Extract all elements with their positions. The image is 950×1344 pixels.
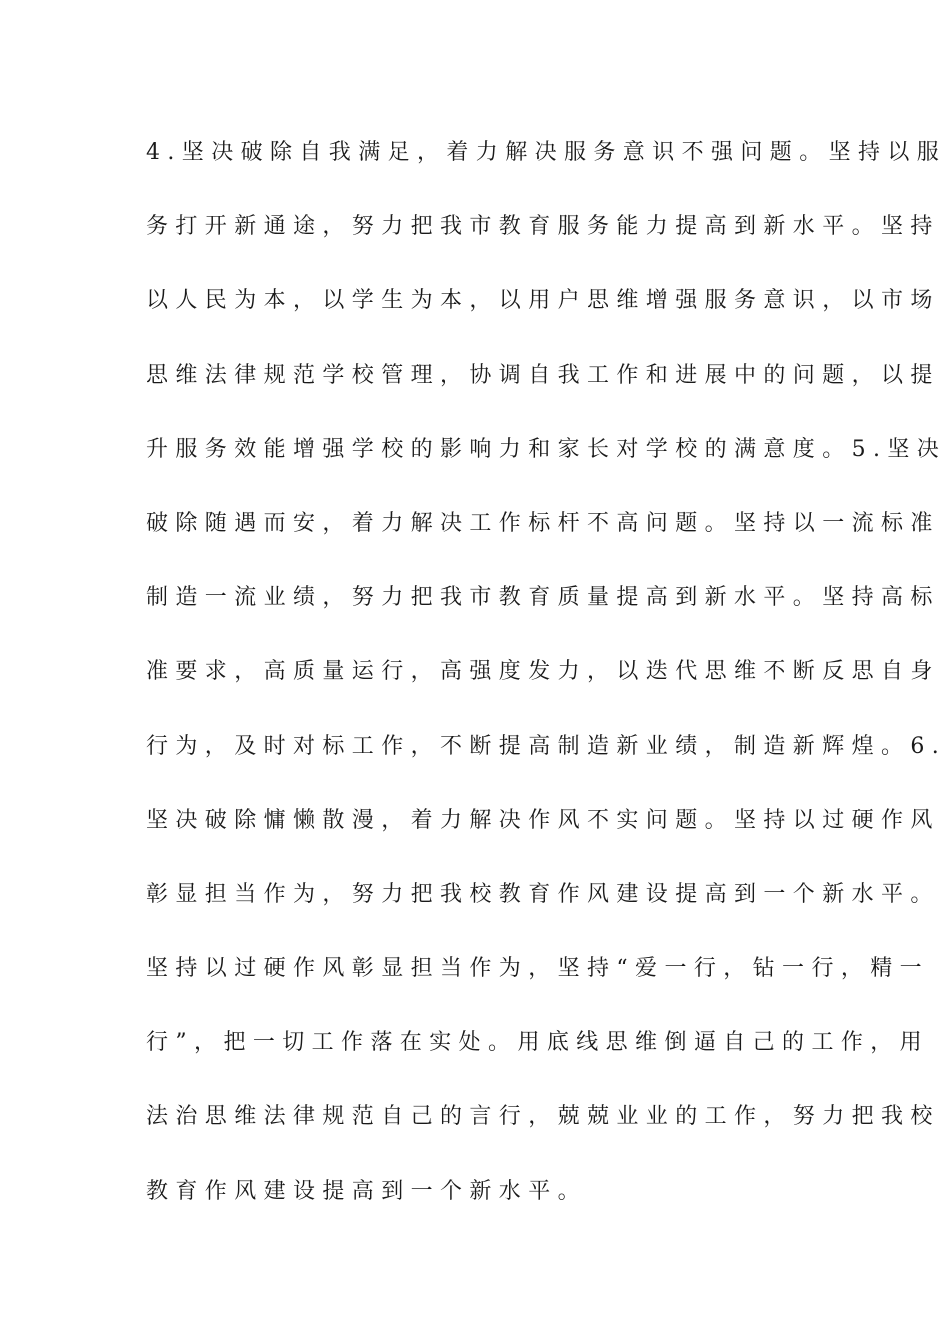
text-line: 法治思维法律规范自己的言行，兢兢业业的工作，努力把我校: [146, 1104, 940, 1130]
text-line: 坚决破除慵懒散漫，着力解决作风不实问题。坚持以过硬作风: [146, 807, 940, 833]
text-line: 4.坚决破除自我满足，着力解决服务意识不强问题。坚持以服: [146, 140, 947, 165]
text-line: 彰显担当作为，努力把我校教育作风建设提高到一个新水平。: [146, 881, 940, 907]
text-line: 务打开新通途，努力把我市教育服务能力提高到新水平。坚持: [146, 214, 940, 240]
text-line: 坚持以过硬作风彰显担当作为，坚持“爱一行，钻一行，精一: [146, 956, 930, 982]
body-text: [146, 133, 947, 1246]
text-line: 教育作风建设提高到一个新水平。: [146, 1178, 588, 1204]
text-line: 升服务效能增强学校的影响力和家长对学校的满意度。5.坚决: [146, 436, 947, 462]
text-line: 准要求，高质量运行，高强度发力，以迭代思维不断反思自身: [146, 659, 940, 685]
text-line: 制造一流业绩，努力把我市教育质量提高到新水平。坚持高标: [146, 585, 940, 611]
text-line: 思维法律规范学校管理，协调自我工作和进展中的问题，以提: [146, 362, 940, 388]
text-line: 以人民为本，以学生为本，以用户思维增强服务意识，以市场: [146, 288, 940, 314]
text-line: 行”，把一切工作落在实处。用底线思维倒逼自己的工作，用: [146, 1030, 930, 1056]
text-line: 行为，及时对标工作，不断提高制造新业绩，制造新辉煌。6.: [146, 733, 947, 759]
text-line: 破除随遇而安，着力解决工作标杆不高问题。坚持以一流标准: [146, 510, 940, 536]
